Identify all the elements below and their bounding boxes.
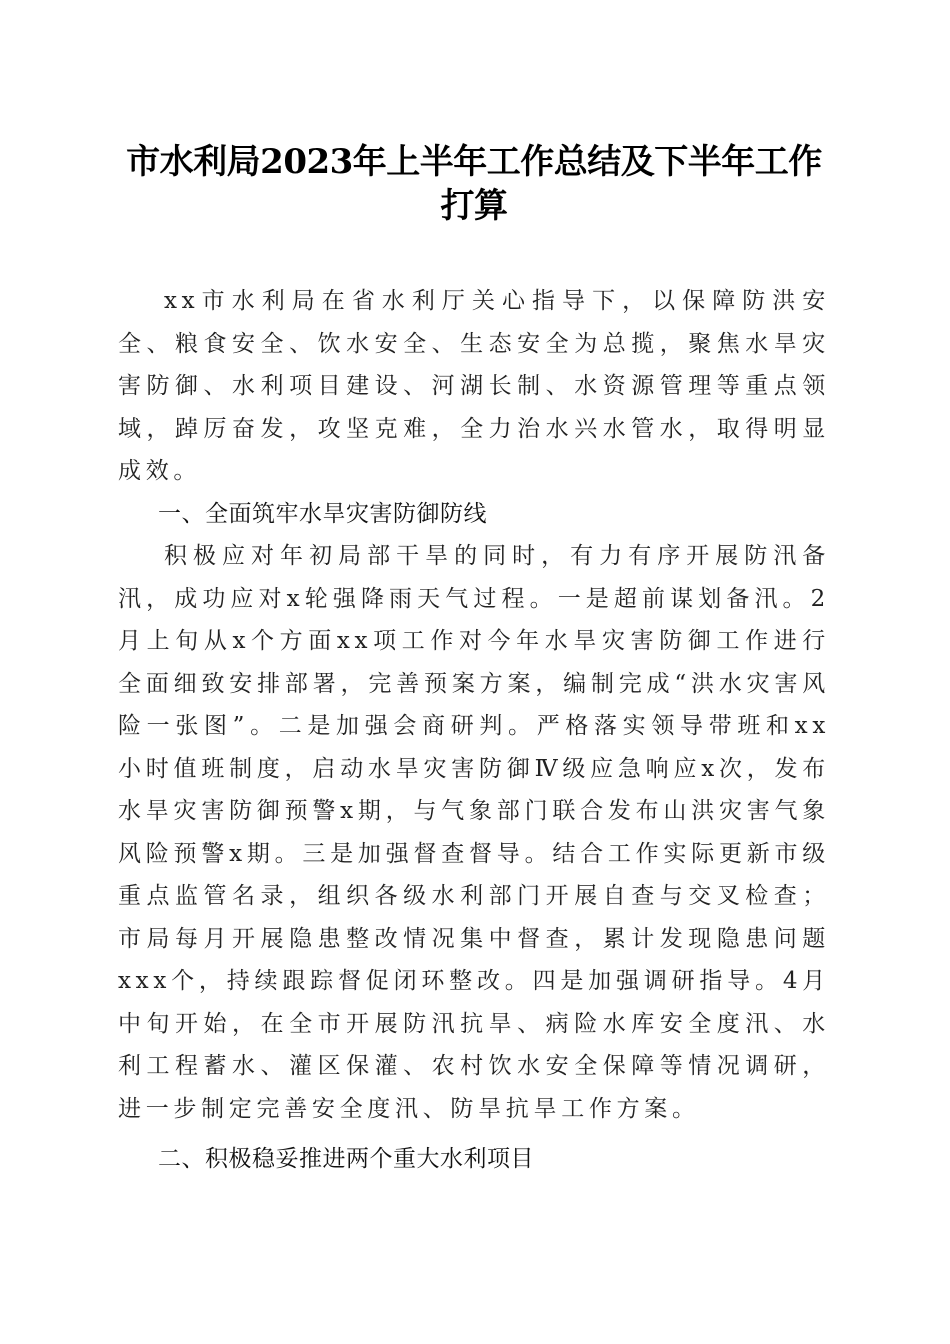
section-heading-1: 一、全面筑牢水旱灾害防御防线 (158, 500, 487, 527)
document-page (118, 140, 830, 1181)
intro-paragraph: xx市水利局在省水利厅关心指导下，以保障防洪安全、粮食安全、饮水安全、生态安全为总揽，聚焦水旱灾害防御、水利项目建设、河湖长制、水资源管理等重点领域，踔厉奋发，攻坚克难，全力治水兴水管水，取得明显成效。 (118, 288, 830, 484)
section-1-paragraph: 积极应对年初局部干旱的同时，有力有序开展防汛备汛，成功应对x轮强降雨天气过程。一是超前谋划备汛。2月上旬从x个方面xx项工作对今年水旱灾害防御工作进行全面细致安排部署，完善预案方案，编制完成“洪水灾害风险一张图”。二是加强会商研判。严格落实领导带班和xx小时值班制度，启动水旱灾害防御Ⅳ级应急响应x次，发布水旱灾害防御预警x期，与气象部门联合发布山洪灾害气象风险预警x期。三是加强督查督导。结合工作实际更新市级重点监管名录，组织各级水利部门开展自查与交叉检查；市局每月开展隐患整改情况集中督查，累计发现隐患问题xxx个，持续跟踪督促闭环整改。四是加强调研指导。4月中旬开始，在全市开展防汛抗旱、病险水库安全度汛、水利工程蓄水、灌区保灌、农村饮水安全保障等情况调研，进一步制定完善安全度汛、防旱抗旱工作方案。 (118, 543, 830, 1122)
document-body (118, 280, 830, 1181)
document-title: 市水利局2023年上半年工作总结及下半年工作打算 (126, 142, 822, 226)
section-heading-2: 二、积极稳妥推进两个重大水利项目 (158, 1146, 534, 1172)
